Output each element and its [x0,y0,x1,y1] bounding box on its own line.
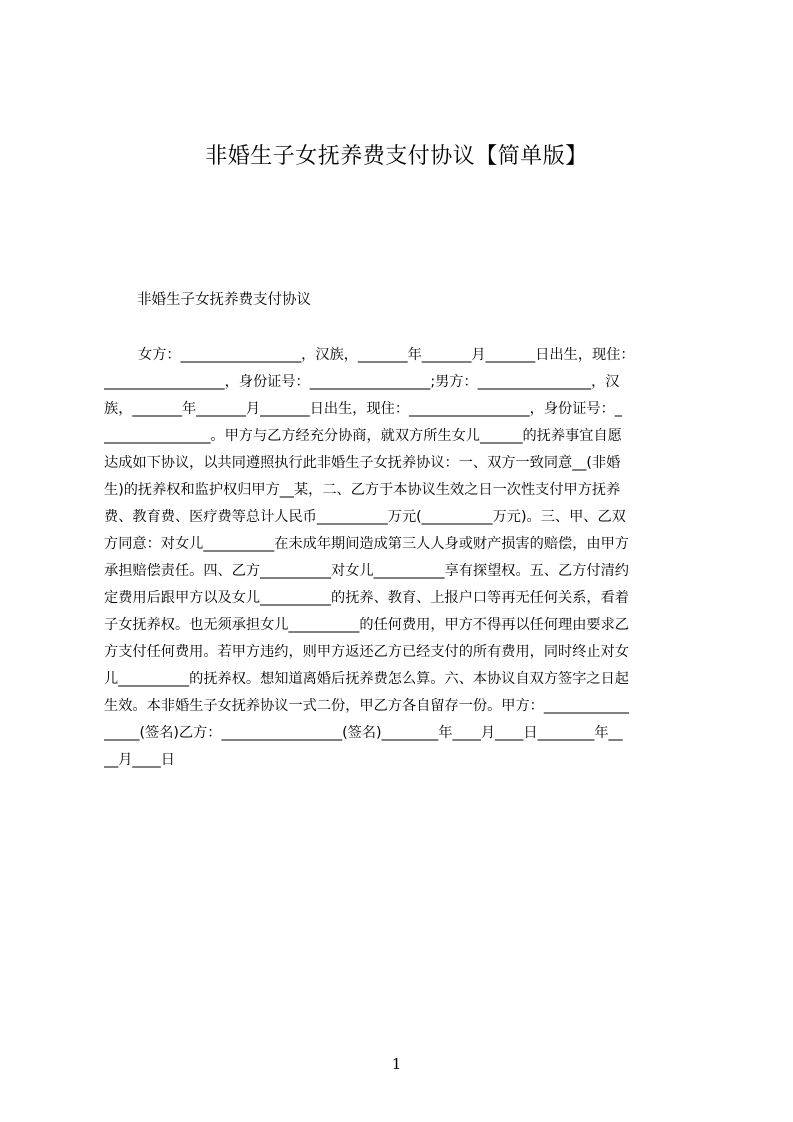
page-number: 1 [391,1055,402,1073]
body-line: __月____日 [104,752,175,768]
agreement-heading: 非婚生子女抚养费支付协议 [137,292,311,308]
body-line: 族，_______年_______月_______日出生，现住：_________________，身份证号：_ [104,401,622,417]
body-line: 定费用后跟甲方以及女儿__________的抚养、教育、上报户口等再无任何关系，看着 [104,590,629,606]
body-line: 方支付任何费用。若甲方违约，则甲方返还乙方已经支付的所有费用，同时终止对女 [104,644,629,660]
body-line: 生效。本非婚生子女抚养协议一式二份，甲乙方各自留存一份。甲方：____________ [104,698,629,714]
body-line: 费、教育费、医疗费等总计人民币__________万元(__________万元)。三、甲、乙双 [104,509,626,525]
body-line: _________________，身份证号：_________________;男方：________________，汉 [104,374,620,390]
body-line: 方同意：对女儿__________在未成年期间造成第三人人身或财产损害的赔偿，由甲方 [104,536,629,552]
agreement-body [104,342,699,774]
body-line: 达成如下协议，以共同遵照执行此非婚生子女抚养协议：一、双方一致同意__(非婚 [104,455,621,471]
body-line: 承担赔偿责任。四、乙方__________对女儿__________享有探望权。五、乙方付清约 [104,563,629,579]
body-line: 生)的抚养权和监护权归甲方__某，二、乙方于本协议生效之日一次性支付甲方抚养 [104,482,621,498]
document-title: 非婚生子女抚养费支付协议【简单版】 [205,144,588,169]
body-line: 儿__________的抚养权。想知道离婚后抚养费怎么算。六、本协议自双方签字之日起 [104,671,629,687]
body-line: _____(签名)乙方：_________________(签名)________年____月____日________年__ [104,725,623,741]
body-line: _______________。甲方与乙方经充分协商，就双方所生女儿______的抚养事宜自愿 [104,428,622,444]
body-line: 女方：_________________，汉族，_______年_______月_______日出生，现住： [138,347,635,363]
body-line: 子女抚养权。也无须承担女儿__________的任何费用，甲方不得再以任何理由要求乙 [104,617,629,633]
